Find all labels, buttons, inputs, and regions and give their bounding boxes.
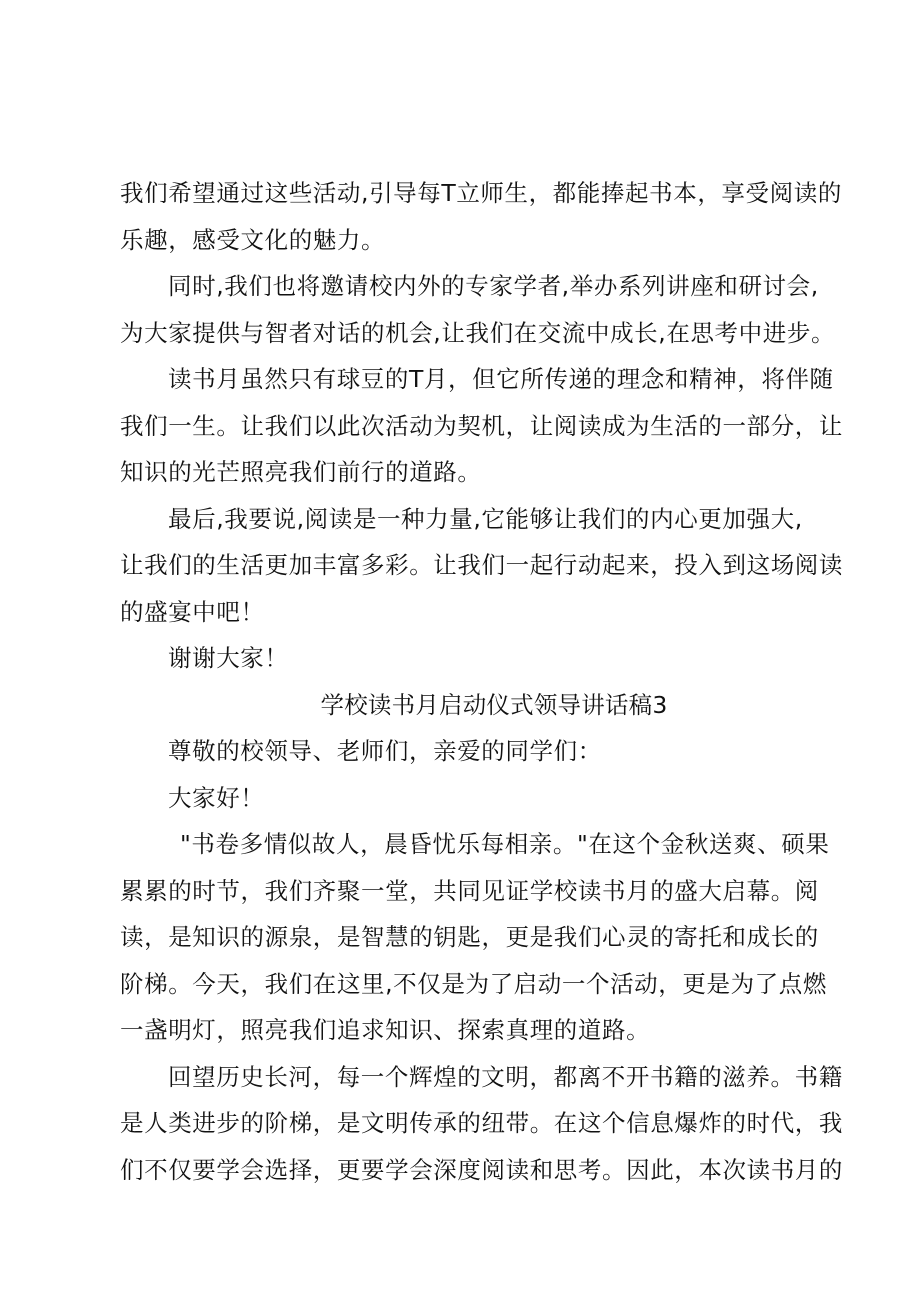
body-line: 让我们的生活更加丰富多彩。让我们一起行动起来，投入到这场阅读 <box>120 551 843 579</box>
body-line: 我们希望通过这些活动,引导每T立师生，都能捧起书本，享受阅读的 <box>120 179 842 207</box>
body-line: 为大家提供与智者对话的机会,让我们在交流中成长,在思考中进步。 <box>120 318 836 347</box>
body-line: 阶梯。今天，我们在这里,不仅是为了启动一个活动，更是为了点燃 <box>120 969 827 998</box>
body-line: 累累的时节，我们齐聚一堂，共同见证学校读书月的盛大启幕。阅 <box>120 876 819 905</box>
body-line: 一盏明灯，照亮我们追求知识、探索真理的道路。 <box>120 1016 651 1044</box>
paragraph-first-line: 读书月虽然只有球豆的T月，但它所传递的理念和精神，将伴随 <box>168 365 834 393</box>
body-line: 乐趣，感受文化的魅力。 <box>120 225 386 254</box>
body-line: 知识的光芒照亮我们前行的道路。 <box>120 458 482 486</box>
paragraph-first-line: "书卷多情似故人，晨昏忧乐每相亲。"在这个金秋送爽、硕果 <box>180 830 830 858</box>
greeting: 大家好！ <box>168 783 265 812</box>
body-line: 读，是知识的源泉，是智慧的钥匙，更是我们心灵的寄托和成长的 <box>120 923 819 951</box>
closing-thanks: 谢谢大家！ <box>168 644 289 672</box>
body-line: 的盛宴中吧！ <box>120 597 265 626</box>
paragraph-first-line: 同时,我们也将邀请校内外的专家学者,举办系列讲座和研讨会, <box>168 272 819 300</box>
section-title: 学校读书月启动仪式领导讲话稿3 <box>320 690 668 719</box>
paragraph-first-line: 回望历史长河，每一个辉煌的文明，都离不开书籍的滋养。书籍 <box>168 1062 843 1091</box>
salutation: 尊敬的校领导、老师们，亲爱的同学们： <box>168 737 602 765</box>
document-body <box>120 170 843 1193</box>
body-line: 我们一生。让我们以此次活动为契机，让阅读成为生活的一部分，让 <box>120 411 843 440</box>
body-line: 们不仅要学会选择，更要学会深度阅读和思考。因此，本次读书月的 <box>120 1155 843 1184</box>
paragraph-first-line: 最后,我要说,阅读是一种力量,它能够让我们的内心更加强大, <box>168 504 803 533</box>
body-line: 是人类进步的阶梯，是文明传承的纽带。在这个信息爆炸的时代，我 <box>120 1109 843 1137</box>
